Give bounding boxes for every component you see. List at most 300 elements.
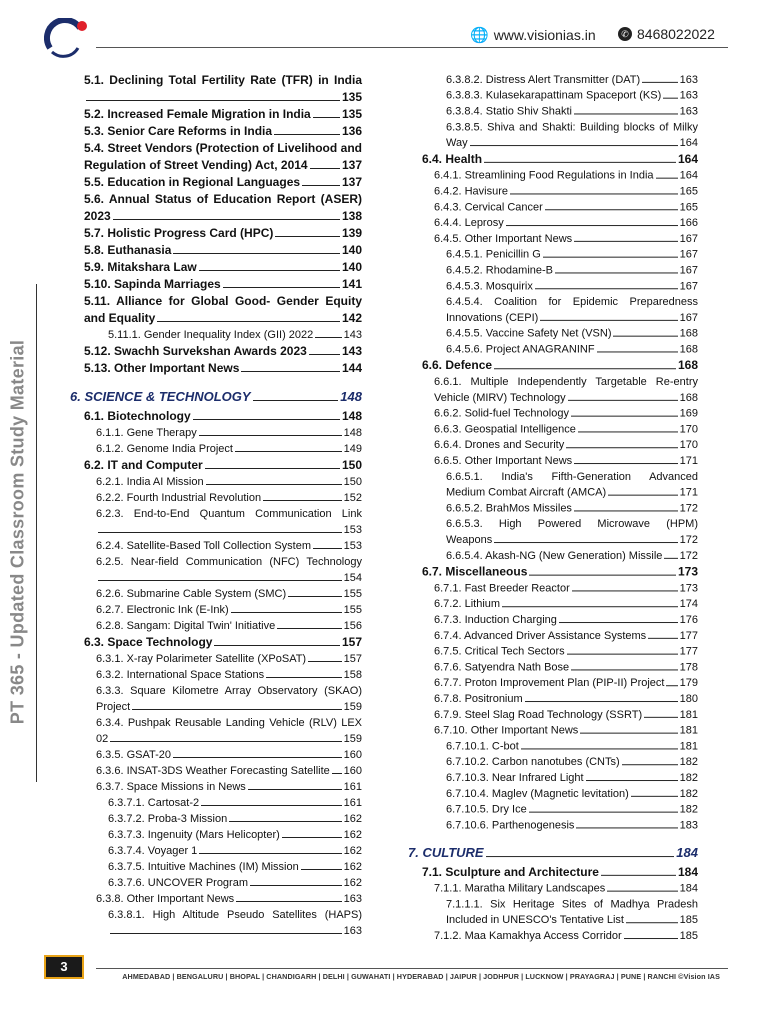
toc-page-number: 182 — [679, 803, 698, 816]
leader-line — [231, 612, 342, 613]
header-divider — [96, 47, 728, 48]
toc-entry[interactable] — [408, 263, 698, 279]
toc-page-number: 185 — [679, 914, 698, 927]
toc-page-number: 155 — [343, 588, 362, 600]
toc-entry[interactable] — [70, 276, 362, 293]
toc-entry[interactable] — [70, 293, 362, 327]
toc-page-number: 172 — [679, 534, 698, 546]
toc-entry[interactable] — [70, 457, 362, 474]
leader-line — [656, 178, 678, 179]
toc-page-number: 181 — [679, 740, 698, 753]
toc-entry[interactable] — [408, 843, 698, 862]
toc-page-number: 153 — [343, 524, 362, 536]
toc-page-number: 140 — [341, 260, 362, 274]
toc-entry-title: 6.4. Health — [422, 151, 483, 166]
leader-line — [241, 371, 340, 372]
toc-entry[interactable] — [70, 140, 362, 174]
toc-entry[interactable] — [70, 843, 362, 859]
toc-entry-title: 6.2.1. India AI Mission — [96, 476, 204, 488]
toc-entry[interactable] — [70, 827, 362, 843]
leader-line — [555, 272, 678, 273]
toc-left-column — [70, 72, 362, 939]
toc-entry-title: 5.13. Other Important News — [84, 361, 240, 375]
toc-page-number: 136 — [341, 124, 362, 138]
leader-line — [535, 288, 678, 289]
leader-line — [529, 812, 678, 813]
toc-page-number: 162 — [343, 861, 362, 873]
leader-line — [571, 416, 678, 417]
toc-entry-title: 6.3.6. INSAT-3DS Weather Forecasting Satellite — [96, 765, 330, 777]
toc-entry[interactable] — [408, 548, 698, 564]
toc-page-number: 150 — [343, 476, 362, 488]
toc-page-number: 177 — [679, 645, 698, 658]
toc-entry[interactable] — [408, 278, 698, 294]
toc-entry-title: 6.7.10.1. C-bot — [446, 740, 519, 753]
toc-entry[interactable] — [70, 586, 362, 602]
toc-entry-title: 6.3.8.3. Kulasekarapattinam Spaceport (KS) — [446, 89, 662, 102]
toc-entry-title: 5.9. Mitakshara Law — [84, 260, 197, 274]
toc-entry-title: Regulation of Street Vending) Act, 2014 — [84, 158, 308, 172]
toc-entry-title: 5.7. Holistic Progress Card (HPC) — [84, 226, 274, 240]
leader-line — [586, 780, 678, 781]
toc-entry-title: 6.2.4. Satellite-Based Toll Collection System — [96, 540, 312, 552]
toc-entry[interactable] — [70, 779, 362, 795]
leader-line — [332, 773, 342, 774]
toc-page-number: 135 — [341, 107, 362, 121]
leader-line — [308, 661, 342, 662]
toc-page-number: 165 — [679, 185, 698, 198]
leader-line — [223, 287, 340, 288]
toc-entry-title: 6. SCIENCE & TECHNOLOGY — [70, 389, 251, 404]
leader-line — [540, 320, 677, 321]
toc-entry-title: 6.7.10.6. Parthenogenesis — [446, 819, 575, 832]
toc-entry[interactable] — [408, 770, 698, 786]
toc-entry[interactable] — [408, 247, 698, 263]
toc-entry[interactable] — [408, 104, 698, 120]
toc-entry[interactable] — [70, 795, 362, 811]
leader-line — [525, 701, 678, 702]
toc-entry[interactable] — [408, 342, 698, 358]
toc-page-number: 163 — [679, 105, 698, 118]
toc-entry-title: 5.2. Increased Female Migration in India — [84, 107, 311, 121]
toc-entry-title: 6.6.3. Geospatial Intelligence — [434, 423, 576, 436]
toc-entry[interactable] — [408, 628, 698, 644]
toc-entry-title: 6.7.10.5. Dry Ice — [446, 803, 527, 816]
toc-entry[interactable] — [408, 374, 698, 406]
toc-entry-title: 6.7.8. Positronium — [434, 693, 523, 705]
leader-line — [132, 709, 341, 710]
leader-line — [624, 938, 678, 939]
toc-entry-title: 6.4.5. Other Important News — [434, 232, 573, 245]
toc-entry-title: 6.7.9. Steel Slag Road Technology (SSRT) — [434, 708, 643, 721]
toc-entry[interactable] — [408, 215, 698, 231]
toc-entry[interactable] — [70, 360, 362, 377]
toc-entry[interactable] — [70, 425, 362, 441]
toc-entry-title: 6.7.5. Critical Tech Sectors — [434, 645, 565, 658]
toc-page-number: 164 — [677, 151, 698, 166]
toc-entry-title: 6.7.6. Satyendra Nath Bose — [434, 661, 570, 674]
leader-line — [229, 821, 341, 822]
toc-entry-title: and Equality — [84, 311, 156, 325]
toc-entry[interactable] — [70, 259, 362, 276]
toc-page-number: 177 — [679, 629, 698, 642]
toc-entry-title: 5.3. Senior Care Reforms in India — [84, 124, 273, 138]
toc-page-number: 165 — [679, 201, 698, 214]
toc-page-number: 181 — [679, 708, 698, 721]
toc-entry[interactable] — [70, 191, 362, 225]
toc-page-number: 170 — [679, 423, 698, 436]
leader-line — [309, 354, 340, 355]
toc-page-number: 163 — [679, 73, 698, 86]
toc-entry[interactable] — [408, 168, 698, 184]
toc-page-number: 171 — [679, 486, 698, 499]
leader-line — [502, 606, 678, 607]
toc-entry[interactable] — [408, 754, 698, 770]
toc-entry-title: 6.4.5.6. Project ANAGRANINF — [446, 343, 595, 356]
leader-line — [236, 901, 341, 902]
leader-line — [274, 134, 340, 135]
toc-page-number: 167 — [679, 232, 698, 245]
phone-number[interactable] — [618, 26, 715, 42]
toc-page-number: 184 — [676, 845, 698, 861]
leader-line — [567, 654, 678, 655]
toc-page-number: 154 — [343, 572, 362, 584]
toc-entry[interactable] — [70, 651, 362, 667]
toc-entry-title: 6.6.1. Multiple Independently Targetable Re-entry — [434, 376, 698, 388]
toc-entry-title: Innovations (CEPI) — [446, 311, 539, 324]
toc-page-number: 166 — [679, 217, 698, 230]
toc-entry[interactable] — [70, 490, 362, 506]
toc-page-number: 135 — [341, 90, 362, 104]
leader-line — [206, 484, 342, 485]
leader-line — [545, 209, 678, 210]
toc-entry-title: 6.3.8.2. Distress Alert Transmitter (DAT) — [446, 73, 641, 86]
toc-page-number: 155 — [343, 604, 362, 616]
toc-entry-title: 6.2. IT and Computer — [84, 458, 203, 472]
toc-entry-title: 7.1.2. Maa Kamakhya Access Corridor — [434, 930, 622, 942]
toc-entry[interactable] — [408, 453, 698, 469]
toc-entry[interactable] — [408, 897, 698, 929]
leader-line — [253, 400, 339, 401]
toc-page-number: 179 — [679, 677, 698, 690]
leader-line — [199, 853, 341, 854]
toc-page-number: 178 — [679, 661, 698, 674]
toc-entry-title: 6.6.5.2. BrahMos Missiles — [446, 502, 572, 515]
toc-entry-title: 6.3.7.3. Ingenuity (Mars Helicopter) — [108, 829, 280, 841]
toc-entry-title: 6.6.5.1. India's Fifth-Generation Advanced — [446, 470, 698, 483]
toc-entry-title: Weapons — [446, 534, 493, 546]
toc-page-number: 164 — [679, 169, 698, 182]
toc-right-column — [408, 72, 698, 944]
toc-entry-title: 6.3.7.2. Proba-3 Mission — [108, 813, 228, 825]
leader-line — [263, 500, 342, 501]
toc-page-number: 138 — [341, 209, 362, 223]
toc-entry[interactable] — [70, 72, 362, 106]
website-link[interactable] — [470, 26, 596, 44]
toc-page-number: 148 — [340, 389, 362, 404]
toc-entry[interactable] — [70, 602, 362, 618]
toc-entry-title: 6.3.3. Square Kilometre Array Observatory (SKAO) — [96, 685, 362, 697]
toc-entry[interactable] — [408, 326, 698, 342]
leader-line — [173, 757, 342, 758]
toc-page-number: 184 — [677, 864, 698, 879]
toc-entry-title: 5.10. Sapinda Marriages — [84, 277, 221, 291]
toc-entry[interactable] — [408, 644, 698, 660]
leader-line — [574, 510, 678, 511]
toc-entry-title: 6.2.6. Submarine Cable System (SMC) — [96, 588, 287, 600]
toc-entry[interactable] — [408, 119, 698, 151]
leader-line — [201, 805, 342, 806]
toc-page-number: 185 — [679, 930, 698, 942]
toc-page-number: 140 — [341, 243, 362, 257]
toc-entry[interactable] — [70, 174, 362, 191]
toc-entry[interactable] — [70, 715, 362, 747]
toc-page-number: 162 — [343, 877, 362, 889]
toc-entry[interactable] — [408, 184, 698, 200]
leader-line — [110, 933, 342, 934]
leader-line — [470, 145, 678, 146]
toc-entry[interactable] — [70, 474, 362, 490]
toc-entry-title: 5.8. Euthanasia — [84, 243, 172, 257]
toc-entry[interactable] — [70, 554, 362, 586]
toc-page-number: 169 — [679, 407, 698, 420]
toc-entry[interactable] — [408, 802, 698, 818]
toc-entry-title: 6.2.5. Near-field Communication (NFC) Technology — [96, 556, 362, 568]
toc-page-number: 181 — [679, 724, 698, 737]
footer-cities: AHMEDABAD | BENGALURU | BHOPAL | CHANDIGARH | DELHI | GUWAHATI | HYDERABAD | JAIPUR | JODHPUR | LUCKNOW | PRAYAGRAJ | PUNE | RANCHI ©Vision IAS — [122, 972, 720, 981]
toc-page-number: 137 — [341, 175, 362, 189]
toc-entry[interactable] — [408, 881, 698, 897]
toc-entry[interactable] — [408, 864, 698, 881]
toc-entry[interactable] — [408, 596, 698, 612]
leader-line — [644, 717, 678, 718]
toc-entry[interactable] — [408, 357, 698, 374]
toc-page-number: 172 — [679, 502, 698, 515]
toc-entry[interactable] — [70, 763, 362, 779]
toc-entry[interactable] — [70, 327, 362, 343]
leader-line — [494, 368, 676, 369]
toc-entry-title: 6.3.8.4. Statio Shiv Shakti — [446, 105, 572, 118]
toc-entry[interactable] — [70, 747, 362, 763]
toc-entry[interactable] — [408, 437, 698, 453]
toc-page-number: 157 — [341, 635, 362, 649]
toc-entry[interactable] — [408, 786, 698, 802]
toc-entry-title: 6.3. Space Technology — [84, 635, 213, 649]
toc-entry[interactable] — [408, 818, 698, 834]
toc-page-number: 167 — [679, 280, 698, 293]
leader-line — [214, 645, 339, 646]
toc-entry-title: 6.4.3. Cervical Cancer — [434, 201, 543, 214]
leader-line — [626, 922, 678, 923]
leader-line — [578, 431, 678, 432]
toc-entry[interactable] — [70, 242, 362, 259]
toc-entry[interactable] — [70, 811, 362, 827]
leader-line — [529, 575, 676, 576]
toc-entry[interactable] — [408, 469, 698, 501]
toc-page-number: 182 — [679, 787, 698, 800]
toc-entry-title: 6.7.10. Other Important News — [434, 724, 579, 737]
toc-entry-title: 5.5. Education in Regional Languages — [84, 175, 301, 189]
toc-entry[interactable] — [408, 691, 698, 707]
toc-entry[interactable] — [70, 343, 362, 360]
toc-entry[interactable] — [70, 408, 362, 425]
toc-page-number: 150 — [341, 458, 362, 472]
leader-line — [613, 336, 677, 337]
toc-page-number: 159 — [343, 733, 362, 745]
footer-divider — [96, 968, 728, 969]
toc-entry-title: 6.4.5.2. Rhodamine-B — [446, 264, 554, 277]
leader-line — [282, 837, 342, 838]
toc-entry[interactable] — [70, 441, 362, 457]
toc-entry-title: 6.3.5. GSAT-20 — [96, 749, 172, 761]
toc-entry[interactable] — [70, 634, 362, 651]
toc-page-number: 167 — [679, 311, 698, 324]
toc-entry[interactable] — [408, 88, 698, 104]
toc-entry-title: 6.6.5. Other Important News — [434, 455, 573, 467]
toc-entry[interactable] — [408, 422, 698, 438]
toc-entry-title: 6.3.8.1. High Altitude Pseudo Satellites (HAPS) — [108, 909, 362, 921]
toc-entry[interactable] — [70, 225, 362, 242]
toc-entry[interactable] — [70, 387, 362, 406]
toc-page-number: 176 — [679, 614, 698, 626]
toc-page-number: 164 — [679, 137, 698, 150]
toc-page-number: 143 — [341, 344, 362, 358]
toc-page-number: 158 — [343, 669, 362, 681]
toc-page-number: 170 — [679, 439, 698, 452]
toc-entry[interactable] — [408, 660, 698, 676]
phone-text: 8468022022 — [637, 26, 715, 42]
leader-line — [301, 869, 342, 870]
toc-entry[interactable] — [408, 72, 698, 88]
leader-line — [607, 891, 677, 892]
toc-entry-title: Vehicle (MIRV) Technology — [434, 391, 566, 404]
toc-entry-title: 6.3.8.5. Shiva and Shakti: Building blocks of Milky — [446, 121, 698, 134]
toc-page-number: 168 — [679, 327, 698, 340]
toc-entry[interactable] — [70, 123, 362, 140]
leader-line — [248, 789, 342, 790]
toc-entry[interactable] — [70, 875, 362, 891]
toc-entry[interactable] — [408, 151, 698, 168]
toc-entry-title: 6.4.5.3. Mosquirix — [446, 280, 533, 293]
toc-entry[interactable] — [70, 618, 362, 634]
toc-entry-title: 6.3.7.5. Intuitive Machines (IM) Mission — [108, 861, 299, 873]
toc-entry-title: 02 — [96, 733, 109, 745]
leader-line — [86, 100, 340, 101]
toc-entry[interactable] — [408, 294, 698, 326]
toc-entry[interactable] — [70, 106, 362, 123]
toc-page-number: 168 — [679, 391, 698, 404]
toc-entry[interactable] — [408, 581, 698, 597]
leader-line — [642, 82, 677, 83]
toc-entry-title: 6.4.5.5. Vaccine Safety Net (VSN) — [446, 327, 612, 340]
leader-line — [113, 219, 340, 220]
toc-entry[interactable] — [70, 667, 362, 683]
vision-ias-logo — [44, 18, 88, 58]
leader-line — [315, 337, 341, 338]
toc-entry-title: 6.3.7.4. Voyager 1 — [108, 845, 198, 857]
toc-page-number: 174 — [679, 598, 698, 611]
toc-entry[interactable] — [408, 231, 698, 247]
toc-entry[interactable] — [408, 723, 698, 739]
toc-entry-title: Project — [96, 701, 131, 713]
toc-entry[interactable] — [408, 501, 698, 517]
toc-page-number: 159 — [343, 701, 362, 713]
toc-page-number: 139 — [341, 226, 362, 240]
toc-entry[interactable] — [408, 612, 698, 628]
leader-line — [631, 796, 678, 797]
toc-page-number: 163 — [343, 925, 362, 937]
toc-entry-title: 6.4.2. Havisure — [434, 185, 508, 198]
toc-entry-title: 6.6. Defence — [422, 358, 493, 373]
leader-line — [574, 113, 678, 114]
leader-line — [205, 468, 340, 469]
leader-line — [199, 435, 342, 436]
leader-line — [110, 741, 341, 742]
toc-entry-title: 6.7.2. Lithium — [434, 598, 501, 611]
toc-entry[interactable] — [70, 859, 362, 875]
leader-line — [580, 733, 677, 734]
leader-line — [663, 98, 677, 99]
toc-entry-title: 6.3.4. Pushpak Reusable Landing Vehicle (RLV) LEX — [96, 717, 362, 729]
toc-entry-title: 7.1.1.1. Six Heritage Sites of Madhya Pradesh — [446, 898, 698, 911]
toc-entry-title: Included in UNESCO's Tentative List — [446, 914, 624, 927]
toc-page-number: 167 — [679, 248, 698, 261]
toc-entry-title: 5.11. Alliance for Global Good- Gender Equity — [84, 294, 362, 308]
toc-entry[interactable] — [70, 538, 362, 554]
toc-page-number: 163 — [679, 89, 698, 102]
page-header — [0, 0, 768, 56]
toc-entry[interactable] — [408, 564, 698, 581]
leader-line — [266, 677, 341, 678]
leader-line — [313, 548, 342, 549]
leader-line — [574, 463, 677, 464]
toc-page-number: 141 — [341, 277, 362, 291]
toc-entry-title: 6.1.2. Genome India Project — [96, 443, 233, 455]
toc-entry[interactable] — [408, 516, 698, 548]
toc-page-number: 161 — [343, 797, 362, 809]
toc-entry[interactable] — [408, 675, 698, 691]
toc-page-number: 182 — [679, 756, 698, 769]
page-number: 3 — [44, 955, 84, 979]
toc-entry[interactable] — [408, 707, 698, 723]
toc-entry-title: 5.11.1. Gender Inequality Index (GII) 2022 — [108, 329, 314, 341]
leader-line — [521, 748, 678, 749]
toc-page-number: 163 — [343, 893, 362, 905]
toc-page-number: 173 — [679, 582, 698, 595]
leader-line — [310, 168, 340, 169]
toc-entry-title: 6.2.2. Fourth Industrial Revolution — [96, 492, 262, 504]
toc-page-number: 152 — [343, 492, 362, 504]
leader-line — [277, 628, 341, 629]
toc-entry[interactable] — [408, 199, 698, 215]
leader-line — [199, 270, 340, 271]
toc-entry[interactable] — [408, 928, 698, 944]
toc-page-number: 171 — [679, 455, 698, 467]
toc-entry-title: 6.6.5.4. Akash-NG (New Generation) Missile — [446, 549, 663, 562]
toc-entry[interactable] — [70, 907, 362, 939]
toc-entry[interactable] — [70, 683, 362, 715]
toc-entry[interactable] — [70, 891, 362, 907]
toc-entry-title: 2023 — [84, 209, 111, 223]
toc-page-number: 153 — [343, 540, 362, 552]
toc-entry[interactable] — [70, 506, 362, 538]
toc-entry-title: 6.3.8. Other Important News — [96, 893, 235, 905]
toc-page-number: 161 — [343, 781, 362, 793]
leader-line — [576, 827, 677, 828]
leader-line — [510, 193, 678, 194]
toc-entry[interactable] — [408, 406, 698, 422]
toc-entry[interactable] — [408, 739, 698, 755]
